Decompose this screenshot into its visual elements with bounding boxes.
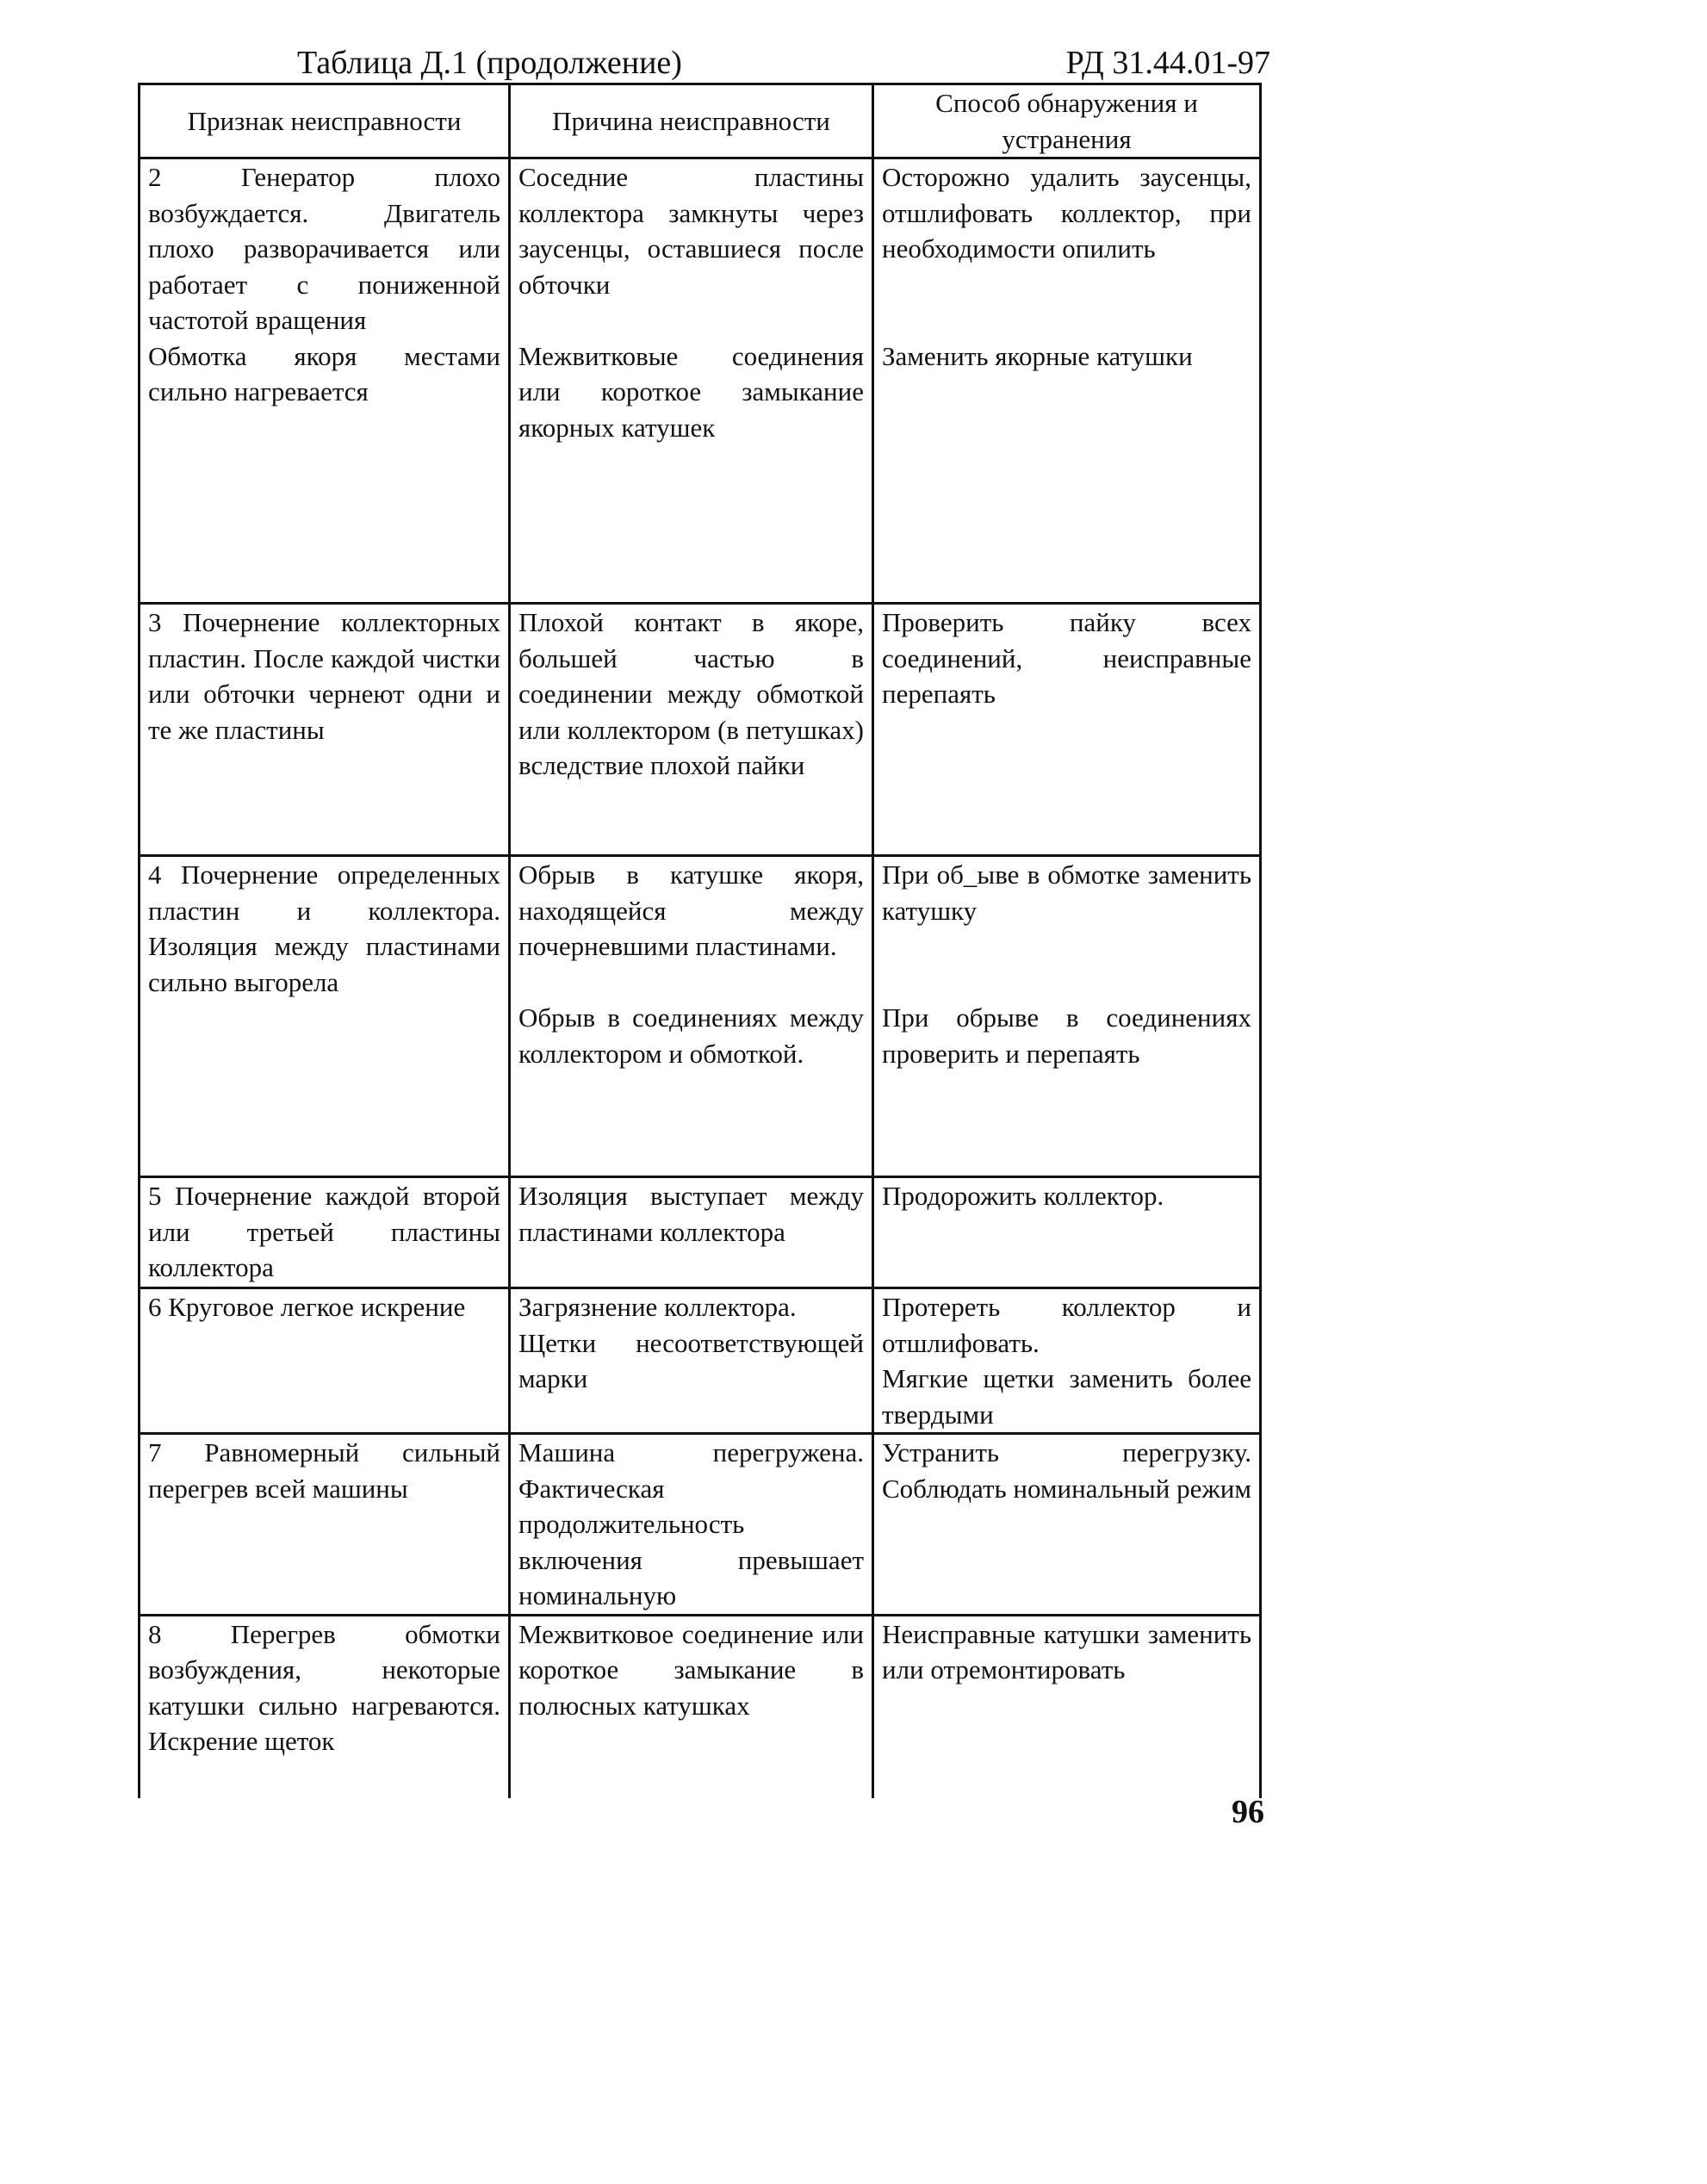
symptom-cell <box>140 856 510 1177</box>
cause-cell <box>510 1434 873 1616</box>
cause-text: Соседние пластины коллектора замкнуты через заусенцы, оставшиеся после обточки <box>518 162 864 300</box>
cause-cell <box>510 604 873 856</box>
remedy-text: Мягкие щетки заменить более твердыми <box>882 1363 1251 1430</box>
table-row <box>140 856 1261 1177</box>
symptom-cell <box>140 1288 510 1434</box>
symptom-cell <box>140 604 510 856</box>
symptom-text: Обмотка якоря местами сильно нагревается <box>148 340 500 406</box>
table-row <box>140 604 1261 856</box>
symptom-text: 5 Почернение каждой второй или третьей пластины коллектора <box>148 1181 500 1282</box>
remedy-cell <box>873 1177 1261 1288</box>
symptom-text: 3 Почернение коллекторных пластин. После каждой чистки или обточки чернеют одни и те же пластины <box>148 607 500 745</box>
remedy-cell <box>873 1288 1261 1434</box>
cause-cell <box>510 1615 873 1798</box>
cause-text: Межвитковые соединения или короткое замыкание якорных катушек <box>518 340 864 443</box>
table-row <box>140 1177 1261 1288</box>
table-row <box>140 1615 1261 1798</box>
remedy-text: Неисправные катушки заменить или отремонтировать <box>882 1618 1251 1685</box>
cause-text: Межвитковое соединение или короткое замыкание в полюсных катушках <box>518 1618 864 1721</box>
remedy-text: При обрыве в соединениях проверить и перепаять <box>882 1002 1251 1069</box>
remedy-cell <box>873 604 1261 856</box>
remedy-cell <box>873 1615 1261 1798</box>
cause-cell <box>510 1177 873 1288</box>
symptom-text: 6 Круговое легкое искрение <box>148 1292 466 1322</box>
symptom-cell <box>140 1615 510 1798</box>
cause-cell <box>510 158 873 604</box>
cause-text: Загрязнение коллектора. <box>518 1292 797 1322</box>
remedy-text: При об_ыве в обмотке заменить катушку <box>882 859 1251 926</box>
remedy-text: Заменить якорные катушки <box>882 340 1193 371</box>
symptom-text: 2 Генератор плохо возбуждается. Двигатель плохо разворачивается или работает с пониженной частотой вращения <box>148 162 500 335</box>
page-header <box>297 43 1270 83</box>
page-number: 96 <box>1232 1794 1264 1830</box>
remedy-text: Протереть коллектор и отшлифовать. <box>882 1292 1251 1358</box>
table-row <box>140 1288 1261 1434</box>
remedy-text: Осторожно удалить заусенцы, отшлифовать коллектор, при необходимости опилить <box>882 162 1251 264</box>
table-caption: Таблица Д.1 (продолжение) <box>297 45 682 81</box>
cause-text: Плохой контакт в якоре, большей частью в соединении между обмоткой или коллектором (в петушках) вследствие плохой пайки <box>518 607 864 780</box>
fault-table <box>138 83 1262 1798</box>
column-header-symptom: Признак неисправности <box>140 84 510 158</box>
table-row <box>140 1434 1261 1616</box>
symptom-text: 7 Равномерный сильный перегрев всей машины <box>148 1437 500 1504</box>
remedy-text: Продорожить коллектор. <box>882 1181 1164 1211</box>
cause-text: Машина перегружена. Фактическая продолжительность включения превышает номинальную <box>518 1437 864 1610</box>
cause-text: Щетки несоответствующей марки <box>518 1327 864 1393</box>
remedy-cell <box>873 1434 1261 1616</box>
symptom-cell <box>140 1434 510 1616</box>
column-header-cause: Причина неисправности <box>510 84 873 158</box>
remedy-text: Проверить пайку всех соединений, неисправные перепаять <box>882 607 1251 709</box>
cause-text: Изоляция выступает между пластинами коллектора <box>518 1181 864 1247</box>
cause-cell <box>510 1288 873 1434</box>
remedy-text: Устранить перегрузку. Соблюдать номинальный режим <box>882 1437 1251 1504</box>
cause-cell <box>510 856 873 1177</box>
symptom-cell <box>140 158 510 604</box>
symptom-text: 8 Перегрев обмотки возбуждения, некоторые катушки сильно нагреваются. Искрение щеток <box>148 1618 500 1756</box>
column-header-remedy: Способ обнаружения и устранения <box>873 84 1261 158</box>
table-header-row <box>140 84 1261 158</box>
table-row <box>140 158 1261 604</box>
symptom-cell <box>140 1177 510 1288</box>
remedy-cell <box>873 158 1261 604</box>
cause-text: Обрыв в соединениях между коллектором и обмоткой. <box>518 1002 864 1069</box>
remedy-cell <box>873 856 1261 1177</box>
cause-text: Обрыв в катушке якоря, находящейся между почерневшими пластинами. <box>518 859 864 961</box>
symptom-text: 4 Почернение определенных пластин и коллектора. Изоляция между пластинами сильно выгорела <box>148 859 500 997</box>
document-code: РД 31.44.01-97 <box>1065 45 1270 81</box>
